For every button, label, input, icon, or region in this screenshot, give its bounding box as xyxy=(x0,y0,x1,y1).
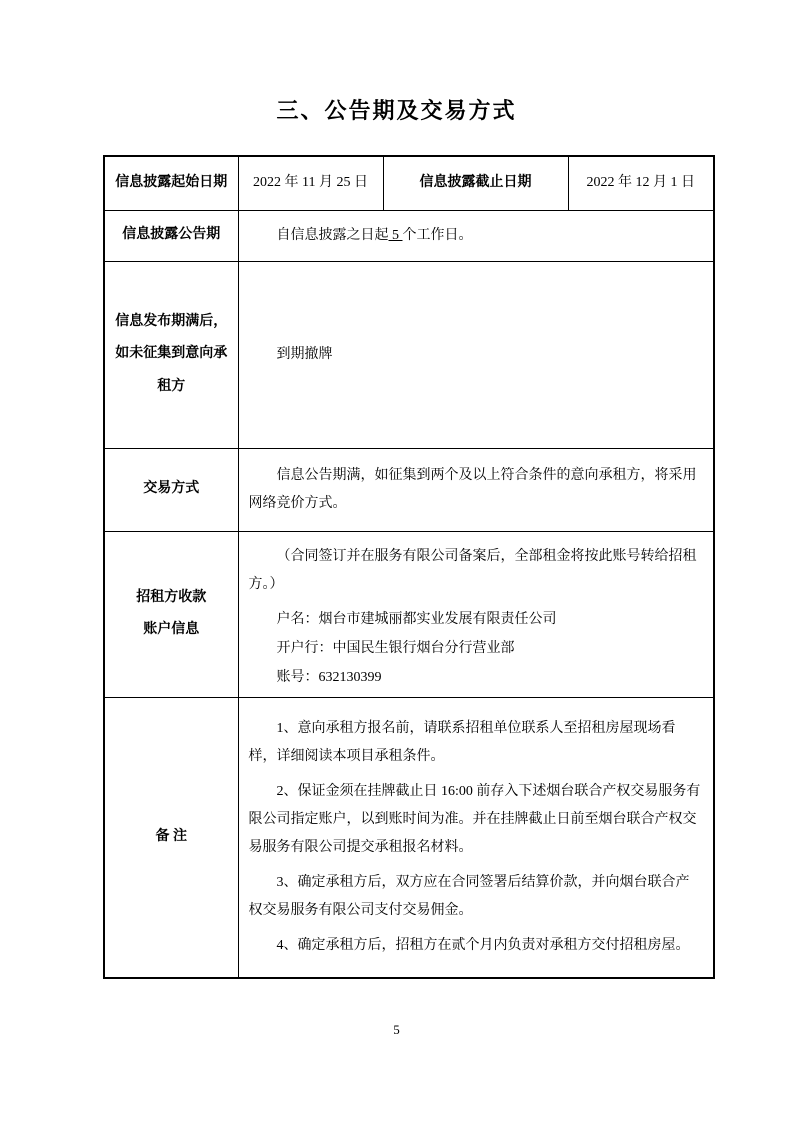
period-days-underlined: 5 xyxy=(388,227,403,243)
lessor-account-label xyxy=(104,531,238,697)
no-intent-value: 到期撤牌 xyxy=(276,346,333,362)
remarks-cell xyxy=(238,697,714,978)
table-row-remarks xyxy=(104,697,714,978)
lessor-account-bank: 开户行：中国民生银行烟台分行营业部 xyxy=(276,640,515,656)
remark-item-1: 1、意向承租方报名前，请联系招租单位联系人至招租房屋现场看样，详细阅读本项目承租条件。 xyxy=(248,720,676,764)
table-row-no-intent-result xyxy=(104,261,714,448)
table-row-transaction-method xyxy=(104,448,714,531)
lessor-account-number: 账号：632130399 xyxy=(276,669,382,685)
announcement-period-text xyxy=(249,222,702,250)
disclosure-end-label: 信息披露截止日期 xyxy=(383,156,568,210)
remarks-label: 备 注 xyxy=(104,697,238,978)
lessor-account-name: 户名：烟台市建城丽都实业发展有限责任公司 xyxy=(276,611,557,627)
remark-item-2: 2、保证金须在挂牌截止日 16:00 前存入下述烟台联合产权交易服务有限公司指定账户，以到账时间为准。并在挂牌截止日前至烟台联合产权交易服务有限公司提交承租报名材料。 xyxy=(248,783,701,855)
transaction-method-value: 信息公告期满，如征集到两个及以上符合条件的意向承租方，将采用网络竞价方式。 xyxy=(248,467,697,511)
remark-item-4: 4、确定承租方后，招租方在贰个月内负责对承租方交付招租房屋。 xyxy=(276,937,690,953)
no-intent-label: 信息发布期满后，如未征集到意向承租方 xyxy=(104,261,238,448)
announcement-period-value xyxy=(238,210,714,261)
lessor-account-label-line1: 招租方收款 xyxy=(136,589,207,605)
disclosure-start-value: 2022 年 11 月 25 日 xyxy=(238,156,383,210)
table-row-announcement-period xyxy=(104,210,714,261)
period-suffix: 个工作日。 xyxy=(402,227,473,243)
section-title: 三、公告期及交易方式 xyxy=(276,98,517,123)
disclosure-end-value: 2022 年 12 月 1 日 xyxy=(568,156,714,210)
disclosure-start-label: 信息披露起始日期 xyxy=(104,156,238,210)
remark-item-3: 3、确定承租方后，双方应在合同签署后结算价款，并向烟台联合产权交易服务有限公司支付交易佣金。 xyxy=(248,874,690,918)
page-number: 5 xyxy=(393,1022,400,1037)
transaction-method-label: 交易方式 xyxy=(104,448,238,531)
table-row-disclosure-dates xyxy=(104,156,714,210)
transaction-method-cell xyxy=(238,448,714,531)
lessor-account-cell xyxy=(238,531,714,697)
table-row-lessor-account xyxy=(104,531,714,697)
period-prefix: 自信息披露之日起 xyxy=(276,227,389,243)
lessor-account-label-line2: 账户信息 xyxy=(143,622,200,637)
announcement-period-label: 信息披露公告期 xyxy=(104,210,238,261)
no-intent-value-cell xyxy=(238,261,714,448)
lessor-account-note: （合同签订并在服务有限公司备案后，全部租金将按此账号转给招租方。） xyxy=(248,548,697,592)
announcement-table xyxy=(103,155,715,979)
